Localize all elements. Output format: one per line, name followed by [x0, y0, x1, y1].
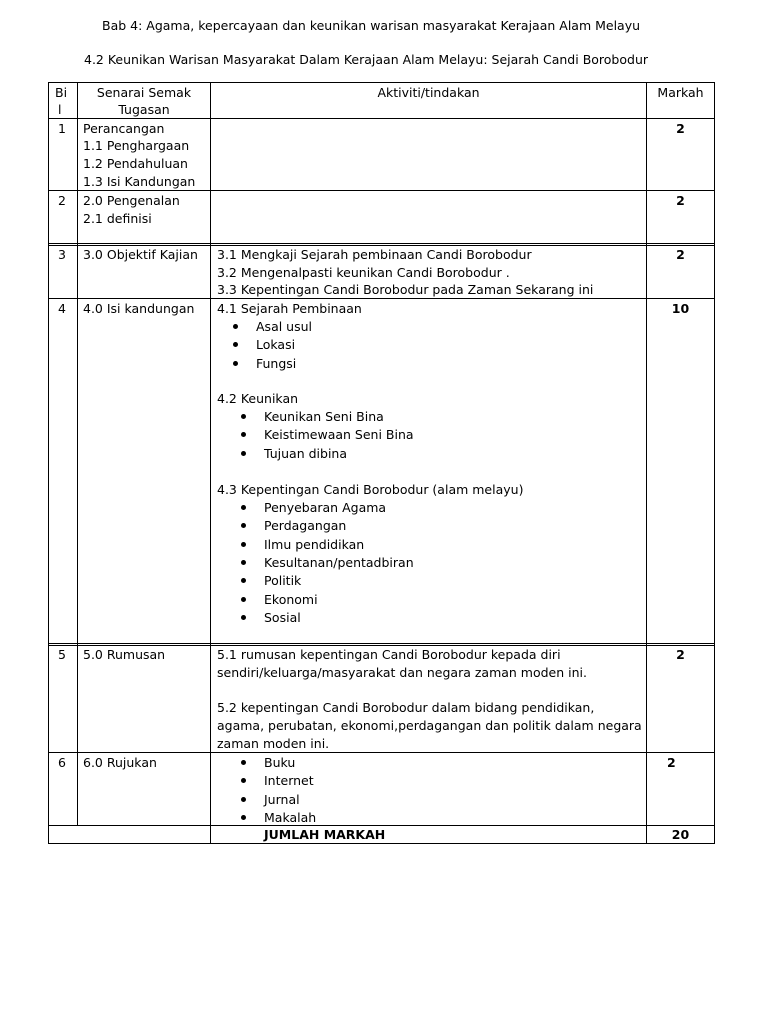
bullet-icon: [233, 361, 238, 366]
task-line: 5.0 Rumusan: [83, 647, 166, 662]
bullet-item: Makalah: [264, 810, 317, 825]
table-row-divider: [48, 245, 715, 246]
table-row-divider: [48, 643, 715, 644]
task-line: 6.0 Rujukan: [83, 755, 157, 770]
table-row-divider: [48, 243, 715, 244]
chapter-title: Bab 4: Agama, kepercayaan dan keunikan warisan masyarakat Kerajaan Alam Melayu: [102, 18, 641, 33]
bullet-icon: [241, 505, 246, 510]
row-number: 1: [58, 121, 66, 136]
bullet-icon: [241, 451, 246, 456]
paragraph-line: agama, perubatan, ekonomi,perdagangan dan politik dalam negara: [217, 718, 642, 733]
section-heading: 4.2 Keunikan: [217, 391, 299, 406]
activity-line: 3.2 Mengenalpasti keunikan Candi Borobodur .: [217, 265, 510, 280]
bullet-item: Internet: [264, 773, 314, 788]
header-aktiviti: Aktiviti/tindakan: [377, 85, 480, 100]
header-markah: Markah: [657, 85, 704, 100]
bullet-item: Ekonomi: [264, 592, 318, 607]
task-line: Perancangan: [83, 121, 165, 136]
table-border-top: [48, 82, 715, 83]
section-heading: 4.3 Kepentingan Candi Borobodur (alam melayu): [217, 482, 524, 497]
bullet-item: Fungsi: [256, 356, 297, 371]
task-line: 2.0 Pengenalan: [83, 193, 180, 208]
row-number: 2: [58, 193, 66, 208]
activity-line: 3.1 Mengkaji Sejarah pembinaan Candi Borobodur: [217, 247, 532, 262]
header-bil: Bi: [55, 85, 68, 100]
bullet-icon: [241, 542, 246, 547]
table-row-divider: [48, 752, 715, 753]
total-value: 20: [671, 827, 690, 842]
row-mark: 2: [676, 193, 685, 208]
paragraph-line: zaman moden ini.: [217, 736, 330, 751]
bullet-icon: [241, 414, 246, 419]
task-line: 3.0 Objektif Kajian: [83, 247, 198, 262]
bullet-item: Tujuan dibina: [264, 446, 348, 461]
table-border-right: [714, 82, 715, 844]
total-label: JUMLAH MARKAH: [264, 827, 386, 842]
bullet-icon: [233, 342, 238, 347]
bullet-icon: [241, 797, 246, 802]
bullet-item: Sosial: [264, 610, 301, 625]
table-row-divider: [48, 298, 715, 299]
bullet-item: Politik: [264, 573, 302, 588]
paragraph-line: 5.2 kepentingan Candi Borobodur dalam bidang pendidikan,: [217, 700, 595, 715]
bullet-icon: [241, 815, 246, 820]
bullet-item: Asal usul: [256, 319, 312, 334]
bullet-item: Lokasi: [256, 337, 296, 352]
row-number: 6: [58, 755, 66, 770]
row-mark: 2: [676, 247, 685, 262]
header-senarai: Tugasan: [118, 102, 170, 117]
table-border-left: [48, 82, 49, 844]
task-line: 2.1 definisi: [83, 211, 152, 226]
bullet-icon: [241, 523, 246, 528]
table-row-divider: [48, 190, 715, 191]
task-line: 1.1 Penghargaan: [83, 138, 190, 153]
table-row-divider: [48, 645, 715, 646]
row-mark: 2: [676, 647, 685, 662]
bullet-icon: [233, 324, 238, 329]
row-mark: 10: [671, 301, 690, 316]
bullet-item: Perdagangan: [264, 518, 347, 533]
paragraph-line: 5.1 rumusan kepentingan Candi Borobodur kepada diri: [217, 647, 561, 662]
row-number: 5: [58, 647, 66, 662]
section-title: 4.2 Keunikan Warisan Masyarakat Dalam Kerajaan Alam Melayu: Sejarah Candi Borobodur: [84, 52, 649, 67]
header-senarai: Senarai Semak: [96, 85, 192, 100]
bullet-icon: [241, 615, 246, 620]
bullet-item: Jurnal: [264, 792, 300, 807]
task-line: 1.3 Isi Kandungan: [83, 174, 196, 189]
task-line: 4.0 Isi kandungan: [83, 301, 195, 316]
table-row-divider: [48, 118, 715, 119]
section-heading: 4.1 Sejarah Pembinaan: [217, 301, 362, 316]
bullet-item: Ilmu pendidikan: [264, 537, 365, 552]
table-row-divider: [48, 825, 715, 826]
row-mark: 2: [676, 121, 685, 136]
bullet-item: Buku: [264, 755, 296, 770]
bullet-icon: [241, 760, 246, 765]
bullet-item: Keistimewaan Seni Bina: [264, 427, 414, 442]
bullet-icon: [241, 578, 246, 583]
table-border-bottom: [48, 843, 715, 844]
bullet-icon: [241, 560, 246, 565]
header-bil: l: [58, 102, 62, 117]
task-line: 1.2 Pendahuluan: [83, 156, 188, 171]
table-col-divider-1: [77, 82, 78, 825]
bullet-item: Penyebaran Agama: [264, 500, 387, 515]
table-col-divider-2: [210, 82, 211, 844]
row-mark: 2: [667, 755, 676, 770]
bullet-icon: [241, 432, 246, 437]
bullet-icon: [241, 778, 246, 783]
bullet-icon: [241, 597, 246, 602]
bullet-item: Kesultanan/pentadbiran: [264, 555, 414, 570]
row-number: 3: [58, 247, 66, 262]
row-number: 4: [58, 301, 66, 316]
activity-line: 3.3 Kepentingan Candi Borobodur pada Zaman Sekarang ini: [217, 282, 594, 297]
bullet-item: Keunikan Seni Bina: [264, 409, 384, 424]
paragraph-line: sendiri/keluarga/masyarakat dan negara zaman moden ini.: [217, 665, 587, 680]
